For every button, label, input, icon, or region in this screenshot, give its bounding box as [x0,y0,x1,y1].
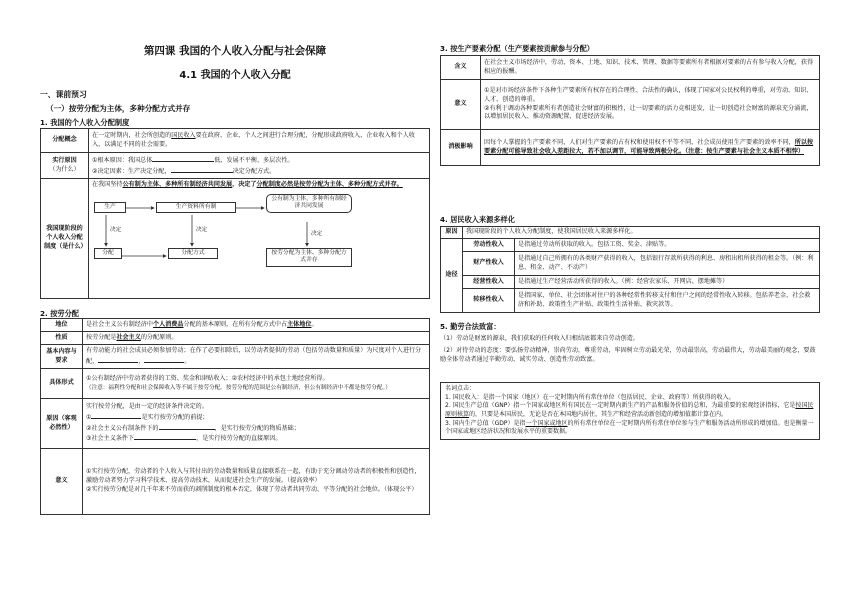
table-row [41,449,430,515]
text: ①根本原因：我国总体 [92,156,153,164]
table-row [41,369,430,399]
text: ① [86,413,92,421]
text: 2. 国民生产总值（GNP）指一个国家或地区所有国民在一定时期内新生产的产品和服务价值的总和，为最重要的宏观经济指标，它是 [445,402,796,410]
section5-paragraph-2: （2）对待劳动的态度：要弘扬劳动精神，崇尚劳动，尊重劳动，牢固树立劳动最光荣，劳动最崇高，劳动最伟大，劳动最美丽的观念，要鼓励全体劳动者通过辛勤劳动、诚实劳动、创造性劳动致富。 [440,347,816,364]
glossary-item-3 [445,420,815,437]
relation-diagram [92,190,426,280]
flow-label-decide: 决定 [196,226,208,233]
fill-blank[interactable] [91,412,141,419]
text: ②有利于调动各种要素所有者创造社会财富的积极性，让一切要素的活力竞相迸发，让一切创造社会财富的源泉充分涌流，以增加居民收入、推动资源配置，促进经济发展。 [484,104,813,121]
row-value [83,449,430,515]
row-key: 消极影响 [441,130,481,166]
text: 。 [184,357,191,365]
text: 实行按劳分配，是由一定的经济条件决定的。 [86,402,208,410]
table-row [441,227,820,239]
text-underlined: 一个国家或地区 [525,419,568,427]
flow-box-distribution: 分配 [94,248,122,260]
text: ②实行按劳分配是对几千年来不劳而获的剥削制度的根本否定，体现了劳动者共同劳动、平等分配的社会地位。（体现公平） [86,485,418,493]
text-underlined: 个人消费品 [153,320,184,328]
text: ①实行按劳分配，劳动者的个人收入与其付出的劳动数量和质量直接联系在一起，有助于充分调动劳动者的积极性和创造性，激励劳动者努力学习科学技术、提高劳动技术，从而促进社会生产的发展。（提高效率） [86,468,421,485]
table-row [41,319,430,332]
text: 的，只要是本国居民，无论是否在本国地内居住，其生产和经营活动新创造的增加值都计算在内。 [469,411,728,419]
row-key: 基本内容与要求 [41,345,83,369]
income-system-table [40,128,430,299]
table-row [441,276,820,289]
text: ②决定因素：生产决定分配， [92,167,171,175]
row-key: 意义 [41,449,83,515]
text-underlined: 分配制度必然是按劳分配为主体、多种分配方式并存。 [256,181,403,188]
income-type: 劳动性收入 [463,239,515,252]
row-value [83,332,430,345]
text: 在我国坚持 [92,181,123,188]
row-value [89,179,430,299]
text: 是社会主义公有制经济中 [86,320,154,328]
text: ， [138,357,145,365]
income-source-table [440,226,820,313]
row-key: 原因（客观必然性） [41,399,83,449]
text: 分配的基本原则，在所有分配方式中占 [183,320,288,328]
income-type: 财产性收入 [463,252,515,276]
row-value [481,80,820,130]
text: 决定分配方式。 [232,167,276,175]
row-value [481,130,820,166]
flow-box-basic-economic-system: 公有制为主体，多种所有制经济共同发展 [266,194,352,214]
text-underlined: 按国民原则核算 [445,402,814,419]
text: 的分配原则。 [140,333,178,341]
fill-blank[interactable] [152,155,214,162]
fill-blank[interactable] [134,433,196,440]
text-underlined: 主体地位 [287,320,312,328]
table-row [441,130,820,166]
flow-box-production: 生产 [94,202,126,214]
row-key: 具体形式 [41,369,83,399]
page-title: 第四课 我国的个人收入分配与社会保障 [143,45,327,57]
text: ③社会主义条件下 [86,435,135,443]
section5-paragraph-1: （1）劳动是财富的源泉，我们获取的任何收入归根结底都来自劳动创造。 [440,335,639,342]
table-row [41,153,430,179]
table-row [441,80,820,130]
row-key: 途径 [441,239,463,313]
text: ①是对市场经济条件下各种生产要素所有权存在的合理性、合法性的确认，体现了国家对公民权利的尊重，对劳动、知识、人才、创造的尊重。 [484,86,813,103]
table-row [441,239,820,252]
table-row [41,399,430,449]
text: 按劳分配是 [86,333,117,341]
row-value: 我国现阶段的个人收入分配制度，使我国居民收入来源多样化。 [463,227,820,239]
table-row [441,252,820,276]
page-subtitle: 4.1 我国的个人收入分配 [179,70,291,81]
text: 在一定时期内，社会所创造的 [92,131,172,139]
row-key: 含义 [441,56,481,80]
row-key: 意义 [441,80,481,130]
section-subheading: （一）按劳分配为主体，多种分配方式并存 [46,104,191,113]
row-value [83,399,430,449]
row-key: 地位 [41,319,83,332]
row-key: 我国现阶段的个人收入分配制度（是什么） [41,179,89,299]
diagram-arrows [92,190,422,280]
row-value: 在社会主义市场经济中，劳动、资本、土地、知识、技术、管理、数据等要素所有者根据对要素的占有参与收入分配，获得相应的报酬。 [481,56,820,80]
income-desc: 是指通过自己所拥有的各类财产获得的收入，包括银行存款所获得的利息、房租出租所获得的租金等。（例：利息、租金、动产、不动产） [515,252,820,276]
factor-distribution-table [440,55,820,166]
row-key: 性质 [41,332,83,345]
fill-blank[interactable] [144,356,184,363]
text: 3. 国内生产总值（GDP）是指 [445,419,526,427]
row-key [41,153,89,179]
text: 实行原因 [52,156,77,164]
text: 的所有常住单位在一定时期内所有常住单位参与生产和服务活动所形成的增加值。也是衡量一个国家或地区经济状况和发展水平的重要数据。 [445,419,814,436]
text-underlined: 社会主义 [116,333,141,341]
table-row [41,345,430,369]
glossary-box [440,382,820,440]
table-row [441,289,820,313]
row-value [83,345,430,369]
table-row [41,129,430,153]
table-row [441,56,820,80]
labor-distribution-table [40,318,430,515]
income-type: 经营性收入 [463,276,515,289]
glossary-item-1: 1. 国民收入：是指一个国家（地区）在一定时期内所有常住单位（包括居民、企业、政府等）所获得的收入。 [445,393,735,401]
income-desc: 是指通过劳动所获取的收入。包括工资、奖金、津贴等。 [515,239,820,252]
row-value [89,129,430,153]
table-row [41,332,430,345]
flow-box-result: 按劳分配为主体、多种分配方式并存 [266,248,352,268]
table2-title: 2. 按劳分配 [40,309,79,318]
flow-box-distribution-method: 分配方式 [168,248,218,260]
text: ①公有制经济中劳动者获得的工资、奖金和津贴收入；②农村经济中的承包土地经营所得。 [86,374,329,382]
text-underlined: 所以按要素分配可能导致社会收入差距拉大，若不加以调节，可能导致两极分化。（注意：按生产要素与社会主义本质不相悖） [484,138,814,155]
fill-blank[interactable] [159,423,215,430]
text: 。 [311,320,318,328]
section-heading-preview: 一、课前预习 [40,90,87,99]
row-value [89,153,430,179]
fill-blank[interactable] [171,166,233,173]
text: ，决定了 [232,181,257,188]
row-value [83,319,430,332]
income-type: 转移性收入 [463,289,515,313]
flow-box-ownership: 生产资料所有制 [156,202,236,214]
text: 是实行按劳分配的前提； [141,413,209,421]
text: 因每个人掌握的生产要素不同，人们对生产要素的占有权和使用权不平等不同，社会成员使用生产要素的效率不同， [484,138,795,146]
section5-title: 5. 勤劳合法致富： [440,322,501,331]
text: ，是实行按劳分配的直接原因。 [196,435,282,443]
flow-label-decide: 决定 [311,230,323,237]
row-key: 分配概念 [41,129,89,153]
flow-label-decide: 决定 [110,226,122,233]
text-underlined: 国民收入 [171,131,196,139]
income-desc: 是指国家、单位、社会团体对住户的各种经常性转移支付和住户之间的经常性收入转移。包括养老金、社会救济和补助、政策性生产补贴、政策性生活补贴、救灾款等。 [515,289,820,313]
text: 要在政府、企业、个人之间进行合理分配，分配形成政府收入、企业收入和个人收入，以满足不同的社会需要。 [92,131,415,148]
table3-title: 3. 按生产要素分配（生产要素按贡献参与分配） [440,44,594,53]
glossary-item-2 [445,402,815,419]
income-desc: 是指通过生产经营活动所获得的收入。（例：经营农家乐、开网店、摆地摊等） [515,276,820,289]
table-row [41,179,430,299]
text: ②社会主义公有制条件下的 [86,424,159,432]
text: ，是实行按劳分配的物质基础； [214,424,300,432]
fill-blank[interactable] [98,356,138,363]
table1-title: 1. 我国的个人收入分配制度 [40,118,130,127]
text: （为什么） [49,165,80,173]
glossary-heading: 名词点击： [445,385,476,392]
row-key: 原因 [441,227,463,239]
text: 有劳动能力的社会成员必须参加劳动；在作了必要扣除后，以劳动者提供的劳动（包括劳动数量和质量）为尺度对个人进行分配， [86,346,422,365]
row-value [83,369,430,399]
text-underlined: 公有制为主体、多种所有制经济共同发展 [122,181,233,188]
text: 低、发展不平衡、多层次性。 [214,156,294,164]
note-text: （注意：福利性分配和社会保障收入等不属于按劳分配。按劳分配的范围是公有制经济，但公有制经济中不都是按劳分配。） [86,384,391,391]
table4-title: 4. 居民收入来源多样化 [440,215,515,224]
